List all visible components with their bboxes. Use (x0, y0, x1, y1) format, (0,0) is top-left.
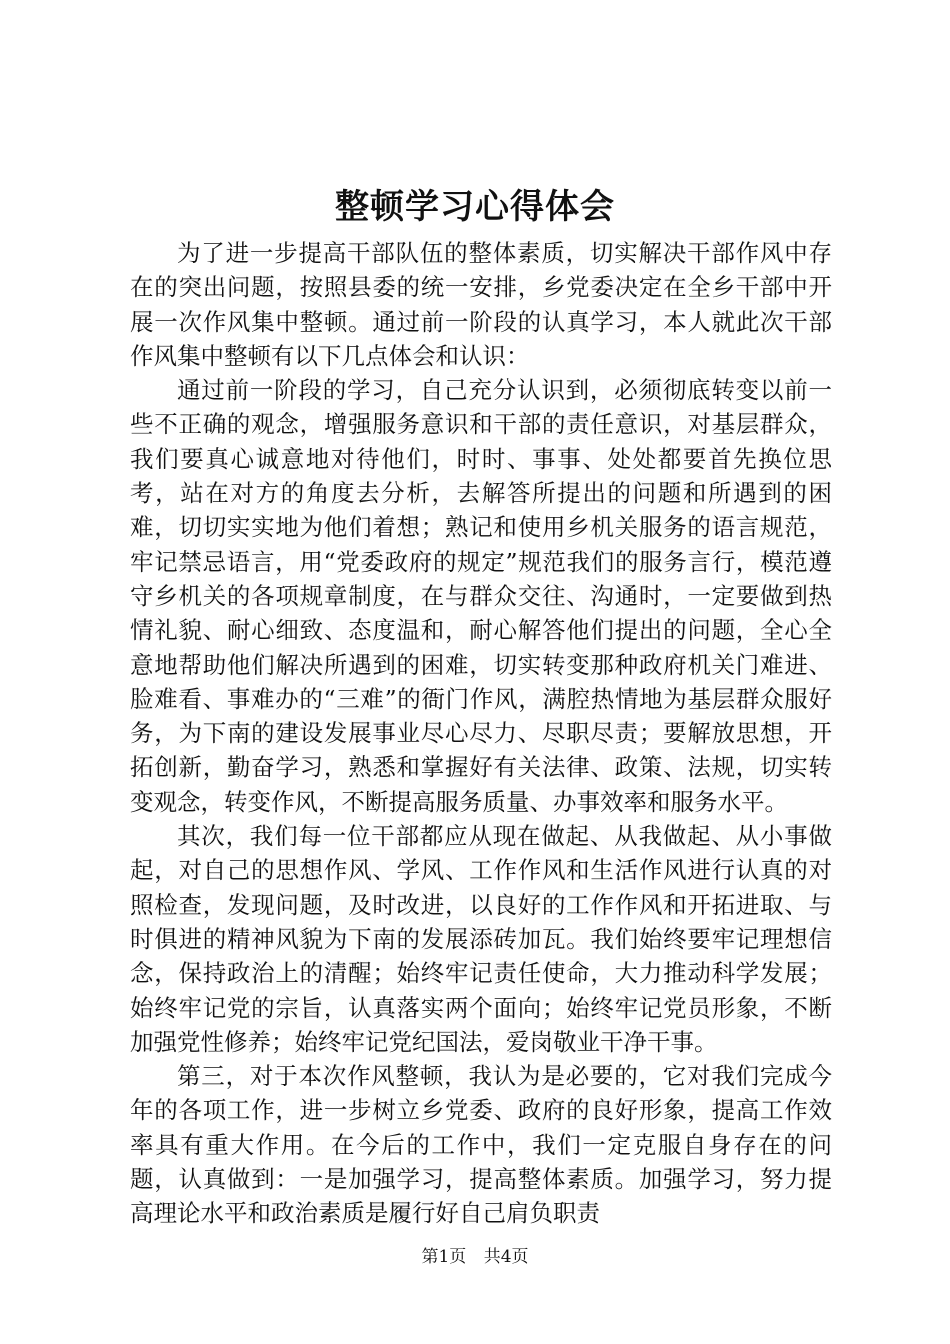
paragraph: 其次，我们每一位干部都应从现在做起、从我做起、从小事做起，对自己的思想作风、学风、工作作风和生活作风进行认真的对照检查，发现问题，及时改进，以良好的工作作风和开拓进取、与时俱进的精神风貌为下南的发展添砖加瓦。我们始终要牢记理想信念，保持政治上的清醒；始终牢记责任使命，大力推动科学发展；始终牢记党的宗旨，认真落实两个面向；始终牢记党员形象，不断加强党性修养；始终牢记党纪国法，爱岗敬业干净干事。 (130, 822, 832, 1056)
paragraph: 第三，对于本次作风整顿，我认为是必要的，它对我们完成今年的各项工作，进一步树立乡党委、政府的良好形象，提高工作效率具有重大作用。在今后的工作中，我们一定克服自身存在的问题，认真做到：一是加强学习，提高整体素质。加强学习，努力提高理论水平和政治素质是履行好自己肩负职责 (130, 1062, 832, 1228)
document-title: 整顿学习心得体会 (335, 187, 615, 227)
paragraph: 为了进一步提高干部队伍的整体素质，切实解决干部作风中存在的突出问题，按照县委的统一安排，乡党委决定在全乡干部中开展一次作风集中整顿。通过前一阶段的认真学习，本人就此次干部作风集中整顿有以下几点体会和认识： (130, 239, 832, 370)
document-body (130, 236, 832, 1231)
paragraph: 通过前一阶段的学习，自己充分认识到，必须彻底转变以前一些不正确的观念，增强服务意识和干部的责任意识，对基层群众，我们要真心诚意地对待他们，时时、事事、处处都要首先换位思考，站在对方的角度去分析，去解答所提出的问题和所遇到的困难，切切实实地为他们着想；熟记和使用乡机关服务的语言规范，牢记禁忌语言，用“党委政府的规定”规范我们的服务言行，模范遵守乡机关的各项规章制度，在与群众交往、沟通时，一定要做到热情礼貌、耐心细致、态度温和，耐心解答他们提出的问题，全心全意地帮助他们解决所遇到的困难，切实转变那种政府机关门难进、脸难看、事难办的“三难”的衙门作风，满腔热情地为基层群众服好务，为下南的建设发展事业尽心尽力、尽职尽责；要解放思想，开拓创新，勤奋学习，熟悉和掌握好有关法律、政策、法规，切实转变观念，转变作风，不断提高服务质量、办事效率和服务水平。 (130, 376, 832, 816)
page-total: 共4页 (483, 1247, 529, 1267)
page-footer (0, 1245, 950, 1269)
page-number: 第1页 (421, 1247, 467, 1267)
